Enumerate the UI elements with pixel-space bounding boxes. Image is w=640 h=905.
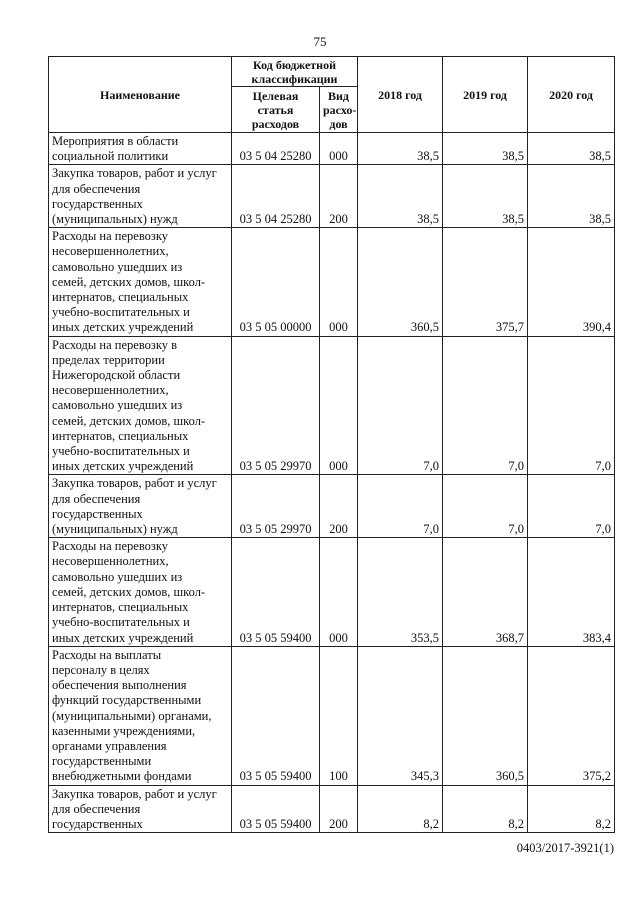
row-value-2019: 360,5 — [443, 646, 528, 785]
row-value-2019: 7,0 — [443, 336, 528, 475]
row-value-2020: 7,0 — [528, 475, 615, 538]
document-number: 0403/2017-3921(1) — [516, 841, 614, 855]
row-target-article: 03 5 05 59400 — [232, 646, 320, 785]
row-target-article: 03 5 05 59400 — [232, 785, 320, 833]
row-value-2019: 7,0 — [443, 475, 528, 538]
row-expense-type: 200 — [320, 785, 358, 833]
row-value-2020: 375,2 — [528, 646, 615, 785]
row-expense-type: 000 — [320, 133, 358, 165]
row-value-2018: 38,5 — [358, 165, 443, 228]
header-name: Наименование — [49, 57, 232, 133]
header-year-2019: 2019 год — [443, 57, 528, 133]
row-target-article: 03 5 05 29970 — [232, 336, 320, 475]
header-expense-type: Вид расхо-дов — [320, 87, 358, 133]
row-value-2018: 7,0 — [358, 475, 443, 538]
row-value-2019: 8,2 — [443, 785, 528, 833]
row-name: Закупка товаров, работ и услуг для обеспечения государственных — [49, 785, 232, 833]
row-name: Расходы на перевозку несовершеннолетних, самовольно ушедших из семей, детских домов, школ- интернатов, специальных учебно-воспитательных и иных детских учреждений — [49, 228, 232, 336]
row-expense-type: 200 — [320, 475, 358, 538]
row-value-2018: 353,5 — [358, 538, 443, 646]
header-year-2018: 2018 год — [358, 57, 443, 133]
table-row — [49, 165, 615, 228]
row-value-2018: 345,3 — [358, 646, 443, 785]
row-name: Мероприятия в области социальной политики — [49, 133, 232, 165]
row-name: Расходы на перевозку в пределах территории Нижегородской области несовершеннолетних, самовольно ушедших из семей, детских домов, школ- интернатов, специальных учебно-воспитательных и иных детских учреждений — [49, 336, 232, 475]
row-value-2020: 7,0 — [528, 336, 615, 475]
row-value-2019: 38,5 — [443, 133, 528, 165]
header-code-group: Код бюджетной классификации — [232, 57, 358, 87]
row-value-2019: 38,5 — [443, 165, 528, 228]
row-value-2020: 383,4 — [528, 538, 615, 646]
row-value-2018: 38,5 — [358, 133, 443, 165]
table-row — [49, 538, 615, 646]
row-expense-type: 000 — [320, 228, 358, 336]
table-row — [49, 646, 615, 785]
row-value-2020: 390,4 — [528, 228, 615, 336]
table-row — [49, 475, 615, 538]
row-value-2018: 8,2 — [358, 785, 443, 833]
table-body — [49, 133, 615, 833]
row-value-2020: 38,5 — [528, 165, 615, 228]
budget-table — [48, 56, 615, 833]
row-value-2018: 360,5 — [358, 228, 443, 336]
row-value-2020: 8,2 — [528, 785, 615, 833]
table-row — [49, 228, 615, 336]
row-target-article: 03 5 04 25280 — [232, 165, 320, 228]
header-year-2020: 2020 год — [528, 57, 615, 133]
row-name: Расходы на перевозку несовершеннолетних, самовольно ушедших из семей, детских домов, школ- интернатов, специальных учебно-воспитательных и иных детских учреждений — [49, 538, 232, 646]
table-row — [49, 785, 615, 833]
row-value-2020: 38,5 — [528, 133, 615, 165]
table-row — [49, 133, 615, 165]
row-name: Расходы на выплаты персоналу в целях обеспечения выполнения функций государственными (муниципальными) органами, казенными учреждениями, органами управления государственными внебюджетными фондами — [49, 646, 232, 785]
header-target-article: Целевая статья расходов — [232, 87, 320, 133]
row-name: Закупка товаров, работ и услуг для обеспечения государственных (муниципальных) нужд — [49, 475, 232, 538]
row-expense-type: 000 — [320, 336, 358, 475]
row-expense-type: 200 — [320, 165, 358, 228]
table-row — [49, 336, 615, 475]
row-target-article: 03 5 04 25280 — [232, 133, 320, 165]
row-target-article: 03 5 05 00000 — [232, 228, 320, 336]
row-value-2018: 7,0 — [358, 336, 443, 475]
row-value-2019: 375,7 — [443, 228, 528, 336]
row-target-article: 03 5 05 59400 — [232, 538, 320, 646]
row-value-2019: 368,7 — [443, 538, 528, 646]
row-target-article: 03 5 05 29970 — [232, 475, 320, 538]
row-expense-type: 100 — [320, 646, 358, 785]
row-name: Закупка товаров, работ и услуг для обеспечения государственных (муниципальных) нужд — [49, 165, 232, 228]
page-number: 75 — [313, 34, 327, 49]
row-expense-type: 000 — [320, 538, 358, 646]
